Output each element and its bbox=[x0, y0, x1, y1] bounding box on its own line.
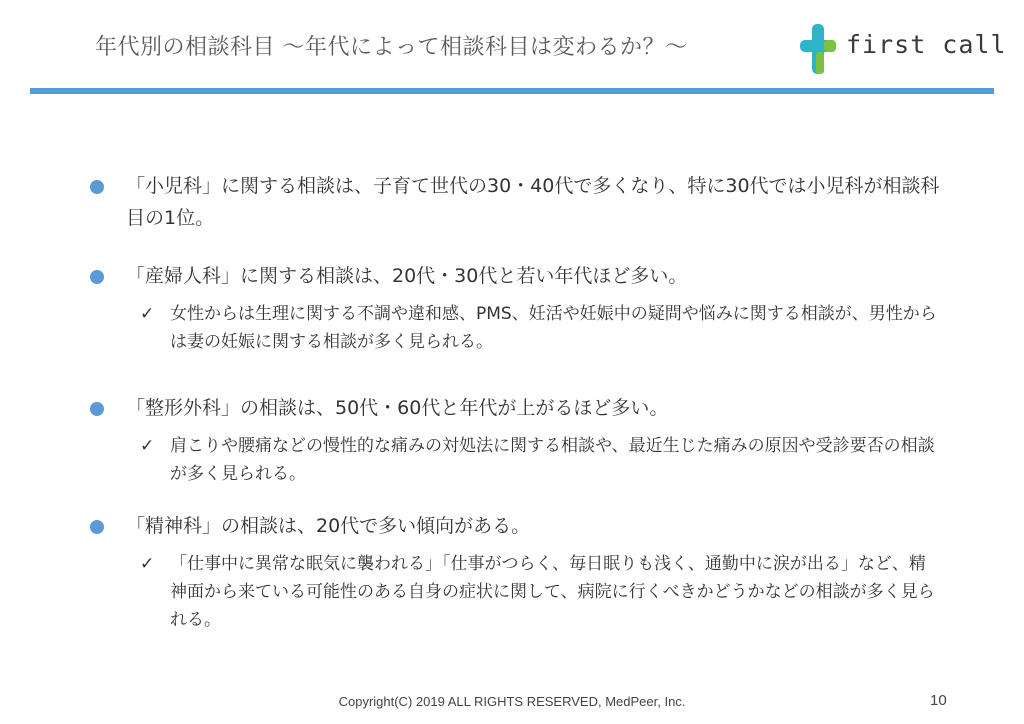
check-icon: ✓ bbox=[140, 304, 155, 324]
bullet-text: 「整形外科」の相談は、50代・60代と年代が上がるほど多い。 bbox=[126, 397, 669, 419]
slide-title: 年代別の相談科目 ～年代によって相談科目は変わるか？～ bbox=[95, 35, 688, 60]
bullet-dot-icon bbox=[90, 180, 104, 194]
first-call-logo bbox=[800, 22, 1007, 76]
page-number: 10 bbox=[930, 692, 947, 709]
check-icon: ✓ bbox=[140, 554, 155, 574]
bullet-text: 「産婦人科」に関する相談は、20代・30代と若い年代ほど多い。 bbox=[126, 265, 688, 287]
bullet-dot-icon bbox=[90, 270, 104, 284]
footer-copyright: Copyright(C) 2019 ALL RIGHTS RESERVED, MedPeer, Inc. bbox=[338, 694, 686, 709]
logo-text: first call bbox=[846, 30, 1007, 59]
check-icon: ✓ bbox=[140, 436, 155, 456]
bullet-dot-icon bbox=[90, 402, 104, 416]
bullet-text: 「小児科」に関する相談は、子育て世代の30・40代で多くなり、特に30代では小児科が相談科目の1位。 bbox=[126, 175, 940, 229]
bullet-text: 「精神科」の相談は、20代で多い傾向がある。 bbox=[126, 515, 531, 537]
subpoint-text: 肩こりや腰痛などの慢性的な痛みの対処法に関する相談や、最近生じた痛みの原因や受診要否の相談が多く見られる。 bbox=[170, 436, 935, 484]
subpoint-text: 女性からは生理に関する不調や違和感、PMS、妊活や妊娠中の疑問や悩みに関する相談が、男性からは妻の妊娠に関する相談が多く見られる。 bbox=[170, 304, 937, 352]
subpoint-text: 「仕事中に異常な眠気に襲われる」「仕事がつらく、毎日眠りも浅く、通勤中に涙が出る」など、精神面から来ている可能性のある自身の症状に関して、病院に行くべきかどうかなどの相談が多く見られる。 bbox=[170, 554, 935, 630]
bullet-dot-icon bbox=[90, 520, 104, 534]
medical-cross-icon bbox=[800, 22, 836, 76]
title-divider bbox=[30, 88, 994, 94]
